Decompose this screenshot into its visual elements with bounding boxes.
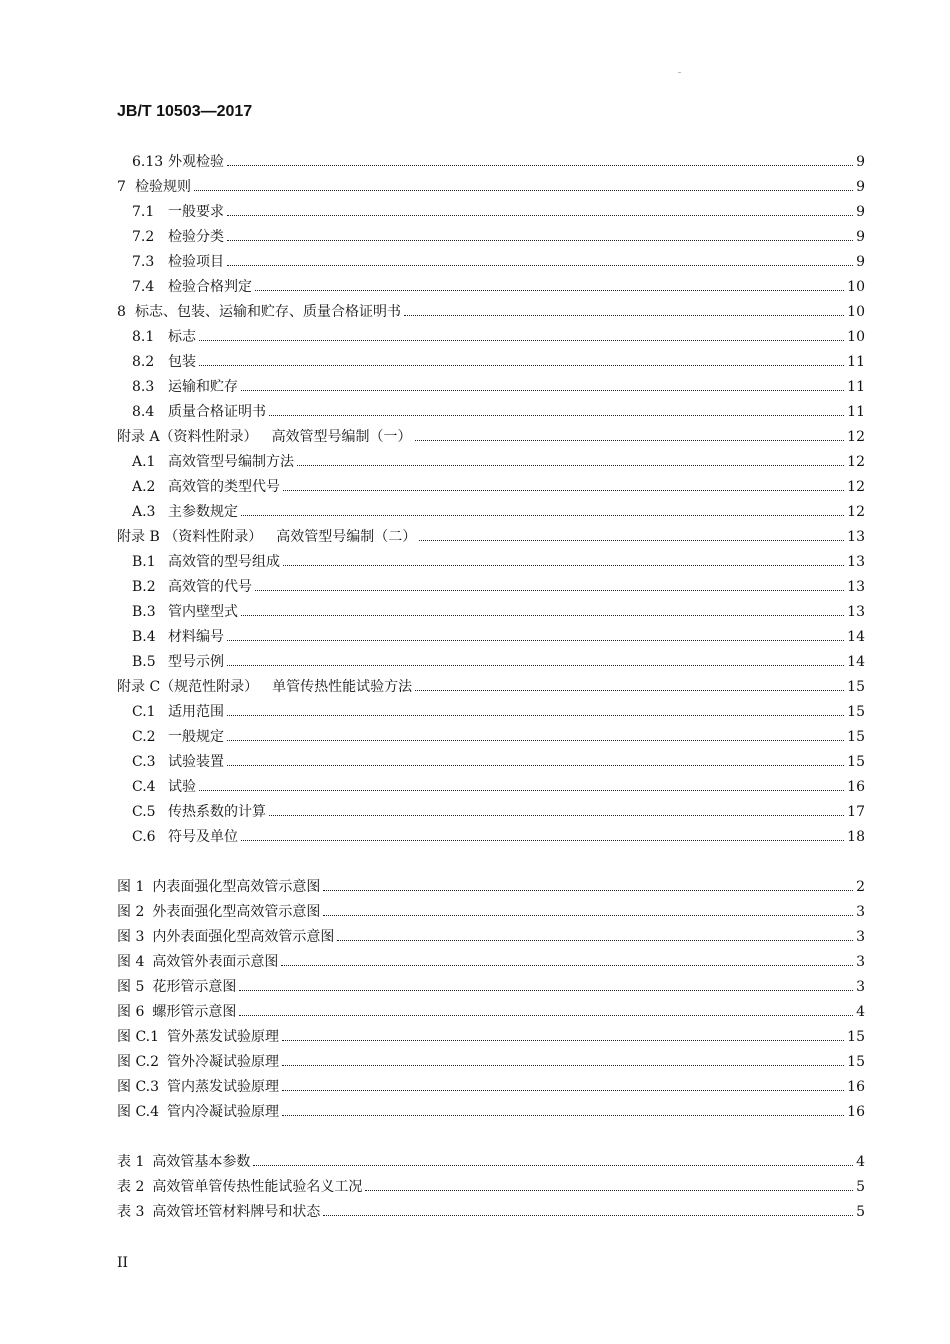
entry-title: 管外蒸发试验原理 xyxy=(167,1029,280,1045)
entry-page: 13 xyxy=(847,579,865,595)
figure-list-entry[interactable] xyxy=(117,925,865,950)
figure-list-entry[interactable] xyxy=(117,1050,865,1075)
dot-leader xyxy=(227,164,853,166)
entry-number: B.5 xyxy=(132,654,156,670)
toc-section-entry[interactable] xyxy=(117,800,865,825)
standard-code: JB/T 10503—2017 xyxy=(117,103,253,120)
dot-leader xyxy=(255,289,844,291)
section-gap xyxy=(117,850,865,875)
entry-number: 图 C.3 xyxy=(117,1079,160,1095)
entry-number: 图 2 xyxy=(117,904,145,920)
entry-page: 18 xyxy=(847,829,865,845)
dot-leader xyxy=(227,714,844,716)
entry-page: 3 xyxy=(856,929,865,945)
toc-section-entry[interactable] xyxy=(117,825,865,850)
entry-number: C.3 xyxy=(132,754,156,770)
dot-leader xyxy=(297,464,844,466)
entry-number: C.4 xyxy=(132,779,156,795)
dot-leader xyxy=(199,339,844,341)
entry-number: C.1 xyxy=(132,704,156,720)
dot-leader xyxy=(282,1039,844,1041)
entry-title: 检验项目 xyxy=(168,254,224,270)
toc-section-entry[interactable] xyxy=(117,750,865,775)
entry-page: 11 xyxy=(847,404,865,420)
entry-number: 6.13 xyxy=(132,154,164,170)
entry-number: 附录 C（规范性附录） xyxy=(117,679,259,695)
entry-number: A.2 xyxy=(132,479,156,495)
table-of-contents xyxy=(117,150,865,1225)
toc-section-entry[interactable] xyxy=(117,725,865,750)
entry-number: 图 1 xyxy=(117,879,145,895)
figure-list-entry[interactable] xyxy=(117,900,865,925)
dot-leader xyxy=(337,939,853,941)
toc-section-entry[interactable] xyxy=(117,250,865,275)
entry-number: 7.2 xyxy=(132,229,155,245)
entry-title: 检验规则 xyxy=(135,179,191,195)
entry-page: 16 xyxy=(847,779,865,795)
entry-title: 主参数规定 xyxy=(168,504,238,520)
entry-page: 15 xyxy=(847,1029,865,1045)
entry-number: 图 3 xyxy=(117,929,145,945)
entry-number: 表 2 xyxy=(117,1179,145,1195)
dot-leader xyxy=(323,914,853,916)
entry-number: 8.1 xyxy=(132,329,155,345)
entry-title: 高效管型号编制（二） xyxy=(276,529,417,545)
dot-leader xyxy=(227,664,844,666)
dot-leader xyxy=(239,989,853,991)
entry-number: 图 C.2 xyxy=(117,1054,160,1070)
dot-leader xyxy=(227,239,853,241)
entry-number: 7 xyxy=(117,179,126,195)
entry-title: 检验合格判定 xyxy=(168,279,252,295)
entry-title: 标志、包装、运输和贮存、质量合格证明书 xyxy=(135,304,401,320)
entry-page: 4 xyxy=(856,1004,865,1020)
entry-page: 12 xyxy=(847,479,865,495)
entry-number: 8.3 xyxy=(132,379,155,395)
entry-title: 高效管坯管材料牌号和状态 xyxy=(152,1204,321,1220)
dot-leader xyxy=(241,839,844,841)
entry-page: 15 xyxy=(847,754,865,770)
toc-section-entry[interactable] xyxy=(117,225,865,250)
dot-leader xyxy=(269,414,844,416)
entry-page: 9 xyxy=(856,204,865,220)
entry-page: 10 xyxy=(847,279,865,295)
entry-title: 试验 xyxy=(168,779,196,795)
entry-number: 7.3 xyxy=(132,254,155,270)
dot-leader xyxy=(227,214,853,216)
toc-section-entry[interactable] xyxy=(117,200,865,225)
dot-leader xyxy=(415,439,845,441)
figure-list-entry[interactable] xyxy=(117,1025,865,1050)
toc-section-entry[interactable] xyxy=(117,575,865,600)
entry-title: 运输和贮存 xyxy=(168,379,238,395)
toc-appendix-entry[interactable] xyxy=(117,525,865,550)
entry-number: A.3 xyxy=(132,504,156,520)
dot-leader xyxy=(323,1214,853,1216)
entry-page: 12 xyxy=(847,504,865,520)
entry-title: 管内壁型式 xyxy=(168,604,238,620)
entry-number: 附录 B （资料性附录） xyxy=(117,529,263,545)
entry-page: 3 xyxy=(856,954,865,970)
toc-section-entry[interactable] xyxy=(117,600,865,625)
dot-leader xyxy=(227,639,844,641)
entry-number: A.1 xyxy=(132,454,156,470)
entry-number: 表 3 xyxy=(117,1204,145,1220)
entry-page: 9 xyxy=(856,254,865,270)
entry-page: 9 xyxy=(856,179,865,195)
toc-section-entry[interactable] xyxy=(117,700,865,725)
entry-title: 高效管的型号组成 xyxy=(168,554,280,570)
entry-number: 图 C.1 xyxy=(117,1029,160,1045)
dot-leader xyxy=(227,764,844,766)
entry-title: 管外冷凝试验原理 xyxy=(167,1054,280,1070)
dot-leader xyxy=(199,364,844,366)
entry-title: 包装 xyxy=(168,354,196,370)
dot-leader xyxy=(415,689,844,691)
entry-number: 8 xyxy=(117,304,126,320)
entry-number: 7.1 xyxy=(132,204,155,220)
entry-page: 16 xyxy=(847,1079,865,1095)
dot-leader xyxy=(282,1064,844,1066)
dot-leader xyxy=(269,814,844,816)
entry-title: 外观检验 xyxy=(168,154,224,170)
entry-title: 花形管示意图 xyxy=(152,979,237,995)
table-list-entry[interactable] xyxy=(117,1150,865,1175)
entry-page: 15 xyxy=(847,679,865,695)
entry-title: 符号及单位 xyxy=(168,829,238,845)
entry-page: 10 xyxy=(847,304,865,320)
entry-page: 16 xyxy=(847,1104,865,1120)
dot-leader xyxy=(241,514,844,516)
entry-page: 3 xyxy=(856,979,865,995)
entry-number: 图 6 xyxy=(117,1004,145,1020)
entry-page: 13 xyxy=(847,554,865,570)
dot-leader xyxy=(282,1089,844,1091)
toc-section-entry[interactable] xyxy=(117,625,865,650)
entry-page: 11 xyxy=(847,354,865,370)
entry-page: 15 xyxy=(847,1054,865,1070)
toc-section-entry[interactable] xyxy=(117,475,865,500)
dot-leader xyxy=(419,539,844,541)
entry-page: 15 xyxy=(847,704,865,720)
toc-section-entry[interactable] xyxy=(117,500,865,525)
entry-page: 14 xyxy=(847,629,865,645)
table-list-entry[interactable] xyxy=(117,1200,865,1225)
entry-title: 高效管型号编制（一） xyxy=(271,429,412,445)
entry-page: 9 xyxy=(856,154,865,170)
entry-number: 8.4 xyxy=(132,404,155,420)
entry-title: 管内蒸发试验原理 xyxy=(167,1079,280,1095)
toc-appendix-entry[interactable] xyxy=(117,425,865,450)
entry-number: C.6 xyxy=(132,829,156,845)
dot-leader xyxy=(227,739,844,741)
entry-number: B.4 xyxy=(132,629,156,645)
toc-chapter-entry[interactable] xyxy=(117,300,865,325)
entry-page: 12 xyxy=(847,454,865,470)
entry-title: 高效管外表面示意图 xyxy=(152,954,279,970)
entry-number: 8.2 xyxy=(132,354,155,370)
dot-leader xyxy=(281,964,853,966)
entry-page: 5 xyxy=(856,1179,865,1195)
dot-leader xyxy=(241,614,844,616)
toc-section-entry[interactable] xyxy=(117,650,865,675)
toc-section-entry[interactable] xyxy=(117,350,865,375)
toc-section-entry[interactable] xyxy=(117,775,865,800)
dot-leader xyxy=(194,189,853,191)
figure-list-entry[interactable] xyxy=(117,875,865,900)
entry-title: 高效管型号编制方法 xyxy=(168,454,294,470)
entry-number: 表 1 xyxy=(117,1154,145,1170)
entry-title: 外表面强化型高效管示意图 xyxy=(152,904,321,920)
entry-number: 图 C.4 xyxy=(117,1104,160,1120)
entry-number: 附录 A（资料性附录） xyxy=(117,429,258,445)
dot-leader xyxy=(227,264,853,266)
dot-leader xyxy=(241,389,844,391)
entry-page: 10 xyxy=(847,329,865,345)
entry-title: 一般要求 xyxy=(168,204,224,220)
entry-title: 标志 xyxy=(168,329,196,345)
toc-section-entry[interactable] xyxy=(117,450,865,475)
entry-page: 3 xyxy=(856,904,865,920)
entry-number: B.2 xyxy=(132,579,156,595)
entry-title: 高效管单管传热性能试验名义工况 xyxy=(152,1179,363,1195)
dot-leader xyxy=(199,789,844,791)
dot-leader xyxy=(282,1114,844,1116)
entry-page: 14 xyxy=(847,654,865,670)
entry-page: 12 xyxy=(847,429,865,445)
entry-number: 图 5 xyxy=(117,979,145,995)
entry-number: B.3 xyxy=(132,604,156,620)
entry-number: C.2 xyxy=(132,729,156,745)
entry-page: 4 xyxy=(856,1154,865,1170)
toc-section-entry[interactable] xyxy=(117,275,865,300)
entry-page: 11 xyxy=(847,379,865,395)
toc-section-entry[interactable] xyxy=(117,325,865,350)
entry-title: 管内冷凝试验原理 xyxy=(167,1104,280,1120)
entry-page: 13 xyxy=(847,529,865,545)
entry-title: 型号示例 xyxy=(168,654,224,670)
entry-title: 一般规定 xyxy=(168,729,224,745)
figure-list-entry[interactable] xyxy=(117,950,865,975)
dot-leader xyxy=(239,1014,853,1016)
section-gap xyxy=(117,1125,865,1150)
scan-mark xyxy=(678,72,681,73)
entry-page: 5 xyxy=(856,1204,865,1220)
dot-leader xyxy=(283,564,844,566)
dot-leader xyxy=(283,489,844,491)
figure-list-entry[interactable] xyxy=(117,1075,865,1100)
entry-title: 适用范围 xyxy=(168,704,224,720)
entry-title: 内外表面强化型高效管示意图 xyxy=(152,929,335,945)
entry-title: 单管传热性能试验方法 xyxy=(272,679,413,695)
dot-leader xyxy=(253,1164,853,1166)
dot-leader xyxy=(323,889,853,891)
toc-section-entry[interactable] xyxy=(117,550,865,575)
entry-title: 高效管的代号 xyxy=(168,579,252,595)
entry-page: 13 xyxy=(847,604,865,620)
figure-list-entry[interactable] xyxy=(117,1100,865,1125)
page-number: II xyxy=(117,1255,129,1271)
entry-page: 2 xyxy=(856,879,865,895)
entry-title: 试验装置 xyxy=(168,754,224,770)
dot-leader xyxy=(365,1189,853,1191)
entry-title: 传热系数的计算 xyxy=(168,804,266,820)
figure-list-entry[interactable] xyxy=(117,975,865,1000)
table-list-entry[interactable] xyxy=(117,1175,865,1200)
entry-number: 图 4 xyxy=(117,954,145,970)
entry-title: 高效管的类型代号 xyxy=(168,479,280,495)
entry-title: 材料编号 xyxy=(168,629,224,645)
entry-title: 质量合格证明书 xyxy=(168,404,266,420)
toc-chapter-entry[interactable] xyxy=(117,175,865,200)
entry-title: 螺形管示意图 xyxy=(152,1004,237,1020)
figure-list-entry[interactable] xyxy=(117,1000,865,1025)
toc-section-entry[interactable] xyxy=(117,375,865,400)
entry-title: 内表面强化型高效管示意图 xyxy=(152,879,321,895)
entry-number: C.5 xyxy=(132,804,156,820)
dot-leader xyxy=(404,314,844,316)
entry-page: 17 xyxy=(847,804,865,820)
toc-section-entry[interactable] xyxy=(117,150,865,175)
toc-section-entry[interactable] xyxy=(117,400,865,425)
toc-appendix-entry[interactable] xyxy=(117,675,865,700)
entry-number: B.1 xyxy=(132,554,156,570)
entry-page: 9 xyxy=(856,229,865,245)
entry-title: 检验分类 xyxy=(168,229,224,245)
entry-title: 高效管基本参数 xyxy=(152,1154,251,1170)
dot-leader xyxy=(255,589,844,591)
entry-page: 15 xyxy=(847,729,865,745)
entry-number: 7.4 xyxy=(132,279,155,295)
